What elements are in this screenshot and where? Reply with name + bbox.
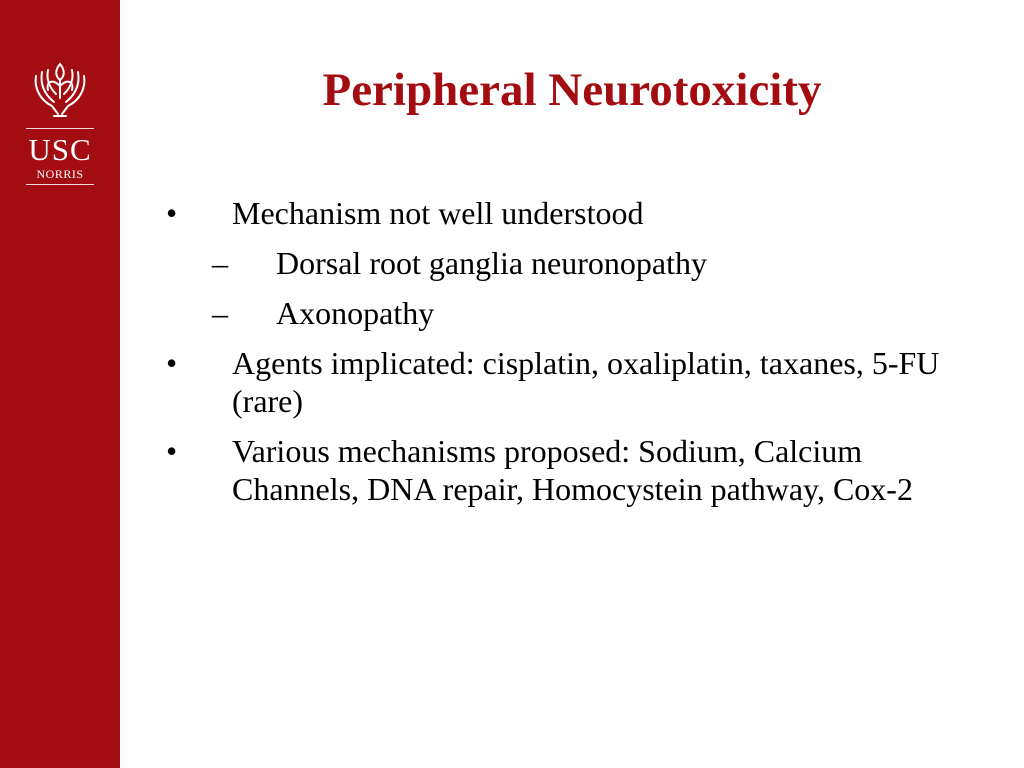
bullet-marker: • <box>166 195 178 231</box>
bullet-text: Agents implicated: cisplatin, oxaliplatin, taxanes, 5-FU (rare) <box>232 345 940 419</box>
sub-bullet-marker: – <box>212 295 228 331</box>
bullet-marker: • <box>166 345 178 381</box>
hands-emblem-icon <box>28 58 92 122</box>
slide-title: Peripheral Neurotoxicity <box>322 64 822 116</box>
usc-norris-logo <box>0 58 120 185</box>
logo-subname: NORRIS <box>36 167 84 181</box>
sub-bullet-text: Axonopathy <box>276 295 435 331</box>
sub-bullet-text: Dorsal root ganglia neuronopathy <box>276 245 707 281</box>
sub-bullet-item <box>160 244 990 282</box>
sub-bullet-item <box>160 294 990 332</box>
bullet-item <box>160 194 990 232</box>
logo-divider <box>26 128 94 129</box>
sub-bullet-marker: – <box>212 245 228 281</box>
bullet-text: Various mechanisms proposed: Sodium, Calcium Channels, DNA repair, Homocystein pathway, Cox-2 <box>232 433 913 507</box>
logo-name: USC <box>28 132 92 167</box>
bullet-text: Mechanism not well understood <box>232 195 644 231</box>
bullet-list <box>160 194 990 520</box>
bullet-item <box>160 432 990 508</box>
bullet-marker: • <box>166 433 178 469</box>
sidebar-band <box>0 0 120 768</box>
bullet-item <box>160 344 990 420</box>
logo-divider-bottom <box>26 184 94 185</box>
